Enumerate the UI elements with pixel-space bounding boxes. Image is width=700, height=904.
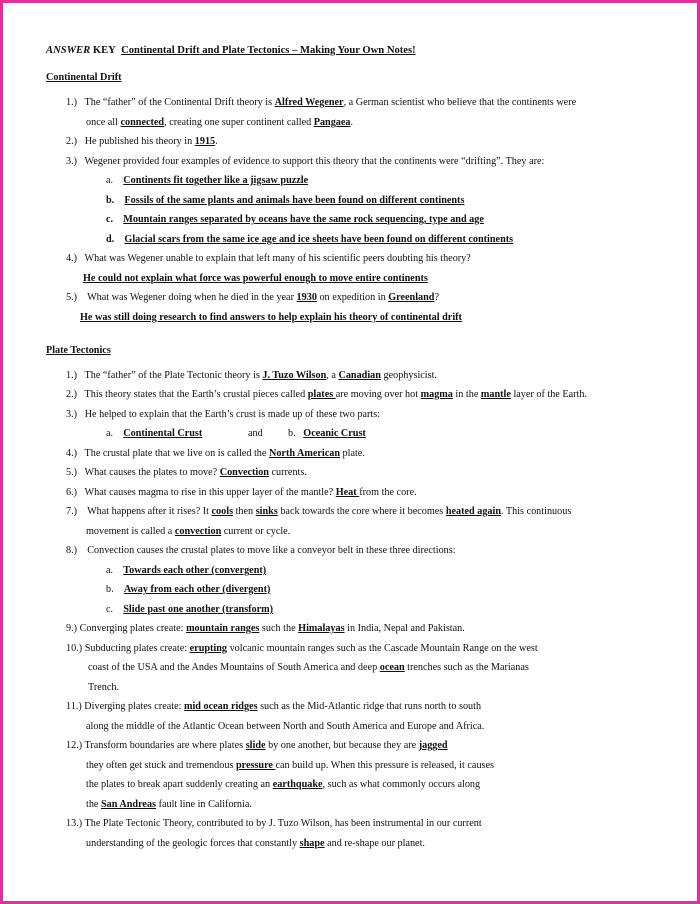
pt-q10-text: Subducting plates create:	[84, 643, 190, 654]
cd-q5-answer-greenland: Greenland	[388, 292, 435, 303]
pt-q12-line1	[66, 740, 448, 752]
pt-q5-line	[66, 467, 307, 479]
pt-q7-text5: movement is called a	[86, 526, 175, 537]
pt-q7-line1	[66, 506, 571, 518]
pt-q7-answer-convection: convection	[174, 526, 222, 537]
pt-q12-line2	[86, 760, 494, 772]
pt-q12-text8: fault line in California.	[156, 799, 252, 810]
pt-q13-text: The Plate Tectonic Theory, contributed to by J. Tuzo Wilson, has been instrumental in our current	[84, 818, 482, 829]
pt-q12-answer-san-andreas: San Andreas	[101, 799, 157, 810]
pt-q10-text2: volcanic mountain ranges such as the Cascade Mountain Range on the west	[227, 643, 538, 654]
pt-q6-text2: from the core.	[359, 487, 417, 498]
pt-q1-text: The “father” of the Plate Tectonic theory is	[84, 370, 263, 381]
pt-q3-answer-continental-crust: Continental Crust	[123, 428, 203, 439]
cd-q5-answer: He was still doing research to find answers to help explain his theory of continental drift	[80, 312, 462, 323]
pt-q13-answer-shape: shape	[299, 838, 325, 849]
pt-q8-item-c	[106, 604, 273, 616]
pt-q7-text: What happens after it rises? It	[87, 506, 212, 517]
cd-q3-item-a-label: a.	[106, 175, 114, 186]
pt-q10-text3: coast of the USA and the Andes Mountains of South America and deep	[88, 662, 380, 673]
pt-q1-text2: , a	[326, 370, 339, 381]
pt-q6-text: What causes magma to rise in this upper layer of the mantle?	[84, 487, 336, 498]
cd-q4-answer-line	[83, 273, 428, 285]
pt-q8-item-a	[106, 565, 266, 577]
pt-q1-line	[66, 370, 437, 382]
pt-q9-text2: such the	[259, 623, 299, 634]
pt-q9-text: Converging plates create:	[79, 623, 187, 634]
pt-q8-item-a-text: Towards each other (convergent)	[123, 565, 267, 576]
pt-q10-number: 10.)	[66, 643, 83, 654]
pt-q8-item-c-text: Slide past one another (transform)	[123, 604, 274, 615]
pt-q8-item-b-text: Away from each other (divergent)	[123, 584, 271, 595]
pt-q11-text: Diverging plates create:	[84, 701, 184, 712]
pt-q4-text: The crustal plate that we live on is called the	[84, 448, 269, 459]
pt-q2-text2: are moving over hot	[335, 389, 421, 400]
cd-q5-line	[66, 292, 439, 304]
pt-q8-item-c-label: c.	[106, 604, 114, 615]
pt-q11-answer-mid-ocean-ridges: mid ocean ridges	[183, 701, 258, 712]
pt-q3-answers-line	[106, 428, 202, 440]
pt-q8-item-a-label: a.	[106, 565, 114, 576]
pt-q10-answer-ocean: ocean	[379, 662, 405, 673]
pt-q13-number: 13.)	[66, 818, 83, 829]
cd-q5-number: 5.)	[66, 292, 78, 303]
pt-q13-text2: understanding of the geologic forces that constantly	[86, 838, 300, 849]
pt-q10-line3: Trench.	[88, 682, 120, 693]
pt-q7-number: 7.)	[66, 506, 78, 517]
pt-q10-answer-erupting: erupting	[189, 643, 228, 654]
cd-q3-item-d-label: d.	[106, 234, 115, 245]
cd-q5-answer-1930: 1930	[296, 292, 317, 303]
pt-q1-answer-wilson: J. Tuzo Wilson	[262, 370, 327, 381]
cd-q1-text3: once all	[86, 117, 121, 128]
cd-q1-text4: , creating one super continent called	[164, 117, 314, 128]
cd-q3-item-a	[106, 175, 308, 187]
pt-q3-answer-oceanic-crust: Oceanic Crust	[303, 428, 366, 439]
pt-q13-line2	[86, 838, 425, 850]
cd-q3-item-c-label: c.	[106, 214, 114, 225]
pt-q8-number: 8.)	[66, 545, 78, 556]
pt-q10-line2	[88, 662, 529, 674]
pt-q8-text: Convection causes the crustal plates to move like a conveyor belt in these three directions:	[87, 545, 456, 556]
cd-q1-line1	[66, 97, 576, 109]
pt-q2-text: This theory states that the Earth’s crustal pieces called	[84, 389, 308, 400]
cd-q2-answer-1915: 1915	[194, 136, 216, 147]
pt-q1-text3: geophysicist.	[380, 370, 437, 381]
pt-q12-text4: can build up. When this pressure is released, it causes	[275, 760, 494, 771]
cd-q5-text3: ?	[434, 292, 439, 303]
pt-q3-number: 3.)	[66, 409, 78, 420]
cd-q1-text5: .	[350, 117, 354, 128]
cd-q4-answer: He could not explain what force was powerful enough to move entire continents	[83, 273, 428, 284]
cd-q2-text: He published his theory in	[84, 136, 195, 147]
pt-q2-answer-magma: magma	[420, 389, 453, 400]
pt-q4-number: 4.)	[66, 448, 78, 459]
cd-q2-number: 2.)	[66, 136, 78, 147]
pt-q2-answer-mantle: mantle	[480, 389, 511, 400]
cd-q3-text: Wegener provided four examples of evidence to support this theory that the continents were “drifting”. They are:	[84, 156, 545, 167]
pt-q12-line3	[86, 779, 480, 791]
pt-q7-answer-heated-again: heated again	[445, 506, 501, 517]
pt-q6-number: 6.)	[66, 487, 78, 498]
cd-q5-answer-line	[80, 312, 462, 324]
pt-q7-line2	[86, 526, 290, 538]
pt-q9-number: 9.)	[66, 623, 78, 634]
cd-q3-item-a-text: Continents fit together like a jigsaw puzzle	[123, 175, 309, 186]
pt-q11-line1	[66, 701, 481, 713]
pt-q3-line	[66, 409, 380, 421]
pt-q8-line	[66, 545, 456, 557]
pt-q9-text3: in India, Nepal and Pakistan.	[344, 623, 465, 634]
pt-q7-answer-sinks: sinks	[255, 506, 278, 517]
pt-q12-answer-earthquake: earthquake	[272, 779, 323, 790]
cd-q3-item-b-text: Fossils of the same plants and animals have been found on different continents	[124, 195, 465, 206]
cd-q1-answer-pangaea: Pangaea	[313, 117, 351, 128]
pt-q5-answer-convection: Convection	[219, 467, 269, 478]
pt-q8-item-b	[106, 584, 270, 596]
pt-q12-text: Transform boundaries are where plates	[84, 740, 246, 751]
pt-q1-answer-canadian: Canadian	[338, 370, 381, 381]
cd-q1-text2: , a German scientist who believe that the continents were	[343, 97, 577, 108]
pt-q12-answer-pressure: pressure	[235, 760, 276, 771]
pt-q7-answer-cools: cools	[211, 506, 234, 517]
pt-q12-answer-slide: slide	[245, 740, 266, 751]
pt-q3-label-a: a.	[106, 428, 114, 439]
pt-q12-text7: the	[86, 799, 101, 810]
pt-q5-number: 5.)	[66, 467, 78, 478]
pt-q11-line2: along the middle of the Atlantic Ocean between North and South America and Europe and Africa.	[86, 721, 485, 732]
cd-q3-number: 3.)	[66, 156, 78, 167]
cd-q3-item-d-text: Glacial scars from the same ice age and ice sheets have been found on different continents	[124, 234, 514, 245]
cd-q1-number: 1.)	[66, 97, 78, 108]
cd-q2-text2: .	[215, 136, 218, 147]
section-heading-plate-tectonics: Plate Tectonics	[46, 345, 111, 356]
pt-q7-text2: then	[233, 506, 256, 517]
cd-q3-item-b	[106, 195, 464, 207]
pt-q12-text3: they often get stuck and tremendous	[86, 760, 236, 771]
pt-q2-line	[66, 389, 587, 401]
pt-q3-label-b: b.	[288, 428, 296, 439]
pt-q10-text4: trenches such as the Marianas	[404, 662, 529, 673]
pt-q9-line	[66, 623, 465, 635]
document-title: Continental Drift and Plate Tectonics – Making Your Own Notes!	[121, 45, 416, 56]
pt-q9-answer-mountain-ranges: mountain ranges	[186, 623, 260, 634]
pt-q13-text3: and re-shape our planet.	[324, 838, 425, 849]
pt-q12-text6: , such as what commonly occurs along	[322, 779, 481, 790]
cd-q3-item-d	[106, 234, 513, 246]
pt-q12-text2: by one another, but because they are	[265, 740, 419, 751]
pt-q4-text2: plate.	[339, 448, 365, 459]
pt-q2-number: 2.)	[66, 389, 78, 400]
cd-q1-line2	[86, 117, 353, 129]
pt-q10-line1	[66, 643, 538, 655]
cd-q3-item-c	[106, 214, 484, 226]
pt-q4-answer-north-american: North American	[268, 448, 340, 459]
document-title-line	[46, 45, 416, 57]
cd-q1-text: The “father” of the Continental Drift theory is	[84, 97, 275, 108]
pt-q6-line	[66, 487, 417, 499]
cd-q4-line	[66, 253, 471, 265]
cd-q4-number: 4.)	[66, 253, 78, 264]
pt-q12-number: 12.)	[66, 740, 83, 751]
cd-q5-text: What was Wegener doing when he died in the year	[87, 292, 297, 303]
pt-q7-text4: . This continuous	[501, 506, 572, 517]
pt-q4-line	[66, 448, 365, 460]
pt-q3-answer-b-line	[288, 428, 366, 440]
cd-q1-answer-wegener: Alfred Wegener	[274, 97, 344, 108]
section-heading-continental-drift: Continental Drift	[46, 72, 122, 83]
pt-q7-text6: current or cycle.	[221, 526, 291, 537]
pt-q7-text3: back towards the core where it becomes	[277, 506, 446, 517]
pt-q12-text5: the plates to break apart suddenly creating an	[86, 779, 273, 790]
key-label: KEY	[92, 45, 116, 56]
pt-q5-text: What causes the plates to move?	[84, 467, 220, 478]
pt-q3-and: and	[248, 428, 263, 439]
pt-q3-text: He helped to explain that the Earth’s crust is made up of these two parts:	[84, 409, 381, 420]
pt-q1-number: 1.)	[66, 370, 78, 381]
pt-q2-text3: in the	[452, 389, 481, 400]
answer-label: ANSWER	[46, 45, 91, 56]
pt-q11-text2: such as the Mid-Atlantic ridge that runs north to south	[257, 701, 482, 712]
cd-q3-line	[66, 156, 544, 168]
pt-q5-text2: currents.	[268, 467, 307, 478]
pt-q2-text4: layer of the Earth.	[510, 389, 587, 400]
pt-q9-answer-himalayas: Himalayas	[298, 623, 345, 634]
pt-q12-answer-jagged: jagged	[418, 740, 448, 751]
cd-q1-answer-connected: connected	[120, 117, 165, 128]
pt-q11-number: 11.)	[66, 701, 82, 712]
cd-q2-line	[66, 136, 218, 148]
pt-q12-line4	[86, 799, 252, 811]
cd-q3-item-c-text: Mountain ranges separated by oceans have the same rock sequencing, type and age	[123, 214, 484, 225]
pt-q6-answer-heat: Heat	[335, 487, 360, 498]
pt-q8-item-b-label: b.	[106, 584, 114, 595]
cd-q3-item-b-label: b.	[106, 195, 115, 206]
cd-q4-text: What was Wegener unable to explain that left many of his scientific peers doubting his theory?	[84, 253, 471, 264]
cd-q5-text2: on expedition in	[316, 292, 389, 303]
pt-q13-line1	[66, 818, 482, 830]
pt-q2-answer-plates: plates	[307, 389, 336, 400]
